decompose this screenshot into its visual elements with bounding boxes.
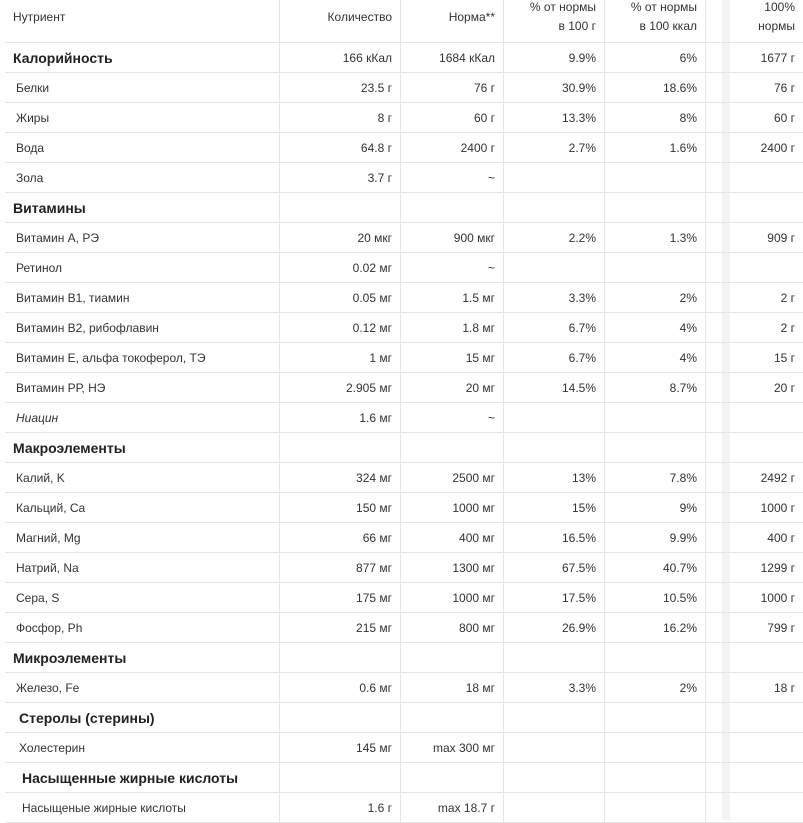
full-norm-value	[706, 643, 803, 673]
pct-100g-value: 17.5%	[504, 583, 605, 613]
pct-100g-value: 14.5%	[504, 373, 605, 403]
table-row	[5, 793, 803, 823]
table-row	[5, 253, 803, 283]
full-norm-value	[706, 403, 803, 433]
section-title: Макроэлементы	[5, 433, 280, 463]
full-norm-value: 1299 г	[706, 553, 803, 583]
full-norm-value	[706, 703, 803, 733]
table-row	[5, 73, 803, 103]
full-norm-value: 2 г	[706, 283, 803, 313]
nutrient-name: Жиры	[5, 103, 280, 133]
pct-100g-value: 6.7%	[504, 313, 605, 343]
pct-100kcal-value: 10.5%	[605, 583, 706, 613]
nutrient-name: Зола	[5, 163, 280, 193]
pct-100kcal-value	[605, 643, 706, 673]
pct-100g-value	[504, 793, 605, 823]
amount-value: 66 мг	[280, 523, 401, 553]
pct-100g-value: 15%	[504, 493, 605, 523]
pct-100kcal-value: 9%	[605, 493, 706, 523]
nutrient-name: Витамин Е, альфа токоферол, ТЭ	[5, 343, 280, 373]
amount-value: 0.05 мг	[280, 283, 401, 313]
section-title: Калорийность	[5, 43, 280, 73]
pct-100kcal-value: 8%	[605, 103, 706, 133]
nutrient-name: Фосфор, Ph	[5, 613, 280, 643]
amount-value: 8 г	[280, 103, 401, 133]
table-row	[5, 673, 803, 703]
nutrient-name: Холестерин	[5, 733, 280, 763]
full-norm-value: 18 г	[706, 673, 803, 703]
nutrient-name: Кальций, Ca	[5, 493, 280, 523]
nutrient-table	[5, 0, 803, 823]
section-header-row	[5, 763, 803, 793]
table-row	[5, 613, 803, 643]
table-header-row	[5, 0, 803, 43]
pct-100g-value: 6.7%	[504, 343, 605, 373]
pct-100kcal-value: 2%	[605, 283, 706, 313]
header-norm: Норма**	[401, 0, 504, 43]
pct-100g-value: 2.7%	[504, 133, 605, 163]
table-row	[5, 283, 803, 313]
table-row	[5, 553, 803, 583]
table-row	[5, 493, 803, 523]
section-title: Витамины	[5, 193, 280, 223]
table-row	[5, 223, 803, 253]
nutrient-name: Магний, Mg	[5, 523, 280, 553]
norm-value	[401, 763, 504, 793]
full-norm-value: 400 г	[706, 523, 803, 553]
pct-100kcal-value: 7.8%	[605, 463, 706, 493]
table-row	[5, 403, 803, 433]
pct-100kcal-value: 8.7%	[605, 373, 706, 403]
norm-value: ~	[401, 403, 504, 433]
norm-value: 1684 кКал	[401, 43, 504, 73]
pct-100g-value: 67.5%	[504, 553, 605, 583]
pct-100kcal-value	[605, 793, 706, 823]
pct-100kcal-value	[605, 763, 706, 793]
pct-100kcal-value: 40.7%	[605, 553, 706, 583]
pct-100g-value: 3.3%	[504, 673, 605, 703]
amount-value: 215 мг	[280, 613, 401, 643]
full-norm-value: 76 г	[706, 73, 803, 103]
pct-100g-value	[504, 703, 605, 733]
pct-100g-value: 13%	[504, 463, 605, 493]
pct-100g-value	[504, 643, 605, 673]
pct-100g-value: 2.2%	[504, 223, 605, 253]
pct-100kcal-value: 9.9%	[605, 523, 706, 553]
full-norm-value: 60 г	[706, 103, 803, 133]
pct-100kcal-value: 1.6%	[605, 133, 706, 163]
pct-100kcal-value: 2%	[605, 673, 706, 703]
norm-value: 20 мг	[401, 373, 504, 403]
pct-100g-value: 9.9%	[504, 43, 605, 73]
pct-100g-value: 16.5%	[504, 523, 605, 553]
pct-100kcal-value	[605, 733, 706, 763]
pct-100kcal-value: 18.6%	[605, 73, 706, 103]
table-row	[5, 373, 803, 403]
nutrient-name: Ретинол	[5, 253, 280, 283]
nutrient-name: Натрий, Na	[5, 553, 280, 583]
table-row	[5, 733, 803, 763]
norm-value: 800 мг	[401, 613, 504, 643]
table-row	[5, 313, 803, 343]
pct-100g-value: 3.3%	[504, 283, 605, 313]
section-title: Насыщенные жирные кислоты	[5, 763, 280, 793]
nutrient-name: Ниацин	[5, 403, 280, 433]
full-norm-value	[706, 733, 803, 763]
amount-value: 175 мг	[280, 583, 401, 613]
pct-100kcal-value: 6%	[605, 43, 706, 73]
pct-100kcal-value: 1.3%	[605, 223, 706, 253]
nutrient-name: Витамин А, РЭ	[5, 223, 280, 253]
pct-100kcal-value	[605, 253, 706, 283]
table-row	[5, 343, 803, 373]
header-pct-100g: % от нормы в 100 г	[504, 0, 605, 43]
amount-value	[280, 703, 401, 733]
norm-value: max 300 мг	[401, 733, 504, 763]
amount-value: 1.6 г	[280, 793, 401, 823]
table-row	[5, 523, 803, 553]
norm-value: 1.8 мг	[401, 313, 504, 343]
norm-value: 15 мг	[401, 343, 504, 373]
nutrient-name: Сера, S	[5, 583, 280, 613]
amount-value: 166 кКал	[280, 43, 401, 73]
full-norm-value: 2 г	[706, 313, 803, 343]
norm-value: 1.5 мг	[401, 283, 504, 313]
full-norm-value: 1000 г	[706, 493, 803, 523]
table-row	[5, 583, 803, 613]
nutrient-name: Вода	[5, 133, 280, 163]
amount-value	[280, 433, 401, 463]
pct-100g-value	[504, 733, 605, 763]
norm-value	[401, 643, 504, 673]
amount-value: 0.12 мг	[280, 313, 401, 343]
header-amount: Количество	[280, 0, 401, 43]
norm-value: ~	[401, 163, 504, 193]
amount-value: 1.6 мг	[280, 403, 401, 433]
amount-value: 0.6 мг	[280, 673, 401, 703]
amount-value: 877 мг	[280, 553, 401, 583]
section-header-row	[5, 703, 803, 733]
amount-value: 3.7 г	[280, 163, 401, 193]
pct-100g-value	[504, 193, 605, 223]
full-norm-value	[706, 433, 803, 463]
pct-100kcal-value: 4%	[605, 313, 706, 343]
pct-100kcal-value	[605, 403, 706, 433]
nutrient-name: Железо, Fe	[5, 673, 280, 703]
full-norm-value: 1000 г	[706, 583, 803, 613]
full-norm-value: 2492 г	[706, 463, 803, 493]
pct-100kcal-value	[605, 163, 706, 193]
norm-value	[401, 703, 504, 733]
amount-value	[280, 643, 401, 673]
norm-value: 18 мг	[401, 673, 504, 703]
amount-value: 150 мг	[280, 493, 401, 523]
pct-100g-value	[504, 403, 605, 433]
pct-100g-value	[504, 763, 605, 793]
full-norm-value: 909 г	[706, 223, 803, 253]
full-norm-value: 799 г	[706, 613, 803, 643]
nutrient-name: Белки	[5, 73, 280, 103]
pct-100kcal-value: 16.2%	[605, 613, 706, 643]
amount-value: 1 мг	[280, 343, 401, 373]
full-norm-value: 1677 г	[706, 43, 803, 73]
full-norm-value	[706, 163, 803, 193]
section-title: Микроэлементы	[5, 643, 280, 673]
section-header-row	[5, 193, 803, 223]
norm-value: 1000 мг	[401, 493, 504, 523]
nutrient-name: Витамин РР, НЭ	[5, 373, 280, 403]
amount-value: 64.8 г	[280, 133, 401, 163]
norm-value: 60 г	[401, 103, 504, 133]
header-nutrient: Нутриент	[5, 0, 280, 43]
section-header-row	[5, 43, 803, 73]
section-header-row	[5, 433, 803, 463]
pct-100g-value: 30.9%	[504, 73, 605, 103]
norm-value: max 18.7 г	[401, 793, 504, 823]
header-pct-100kcal: % от нормы в 100 ккал	[605, 0, 706, 43]
pct-100kcal-value: 4%	[605, 343, 706, 373]
amount-value: 2.905 мг	[280, 373, 401, 403]
full-norm-value: 2400 г	[706, 133, 803, 163]
section-title: Стеролы (стерины)	[5, 703, 280, 733]
full-norm-value: 20 г	[706, 373, 803, 403]
pct-100g-value: 13.3%	[504, 103, 605, 133]
norm-value	[401, 193, 504, 223]
nutrient-name: Насыщеные жирные кислоты	[5, 793, 280, 823]
pct-100kcal-value	[605, 193, 706, 223]
amount-value: 324 мг	[280, 463, 401, 493]
full-norm-value	[706, 763, 803, 793]
full-norm-value	[706, 253, 803, 283]
norm-value: 2500 мг	[401, 463, 504, 493]
table-row	[5, 133, 803, 163]
pct-100kcal-value	[605, 433, 706, 463]
table-row	[5, 163, 803, 193]
amount-value: 0.02 мг	[280, 253, 401, 283]
pct-100g-value: 26.9%	[504, 613, 605, 643]
full-norm-value	[706, 793, 803, 823]
norm-value: ~	[401, 253, 504, 283]
norm-value: 1300 мг	[401, 553, 504, 583]
full-norm-value	[706, 193, 803, 223]
pct-100g-value	[504, 253, 605, 283]
norm-value: 76 г	[401, 73, 504, 103]
header-full-norm: 100% нормы	[706, 0, 803, 43]
pct-100g-value	[504, 433, 605, 463]
amount-value	[280, 763, 401, 793]
table-row	[5, 463, 803, 493]
full-norm-value: 15 г	[706, 343, 803, 373]
section-header-row	[5, 643, 803, 673]
table-row	[5, 103, 803, 133]
nutrient-name: Витамин В1, тиамин	[5, 283, 280, 313]
nutrient-name: Витамин В2, рибофлавин	[5, 313, 280, 343]
amount-value	[280, 193, 401, 223]
amount-value: 20 мкг	[280, 223, 401, 253]
amount-value: 23.5 г	[280, 73, 401, 103]
norm-value: 1000 мг	[401, 583, 504, 613]
pct-100kcal-value	[605, 703, 706, 733]
nutrient-name: Калий, K	[5, 463, 280, 493]
amount-value: 145 мг	[280, 733, 401, 763]
norm-value	[401, 433, 504, 463]
norm-value: 900 мкг	[401, 223, 504, 253]
norm-value: 2400 г	[401, 133, 504, 163]
norm-value: 400 мг	[401, 523, 504, 553]
pct-100g-value	[504, 163, 605, 193]
